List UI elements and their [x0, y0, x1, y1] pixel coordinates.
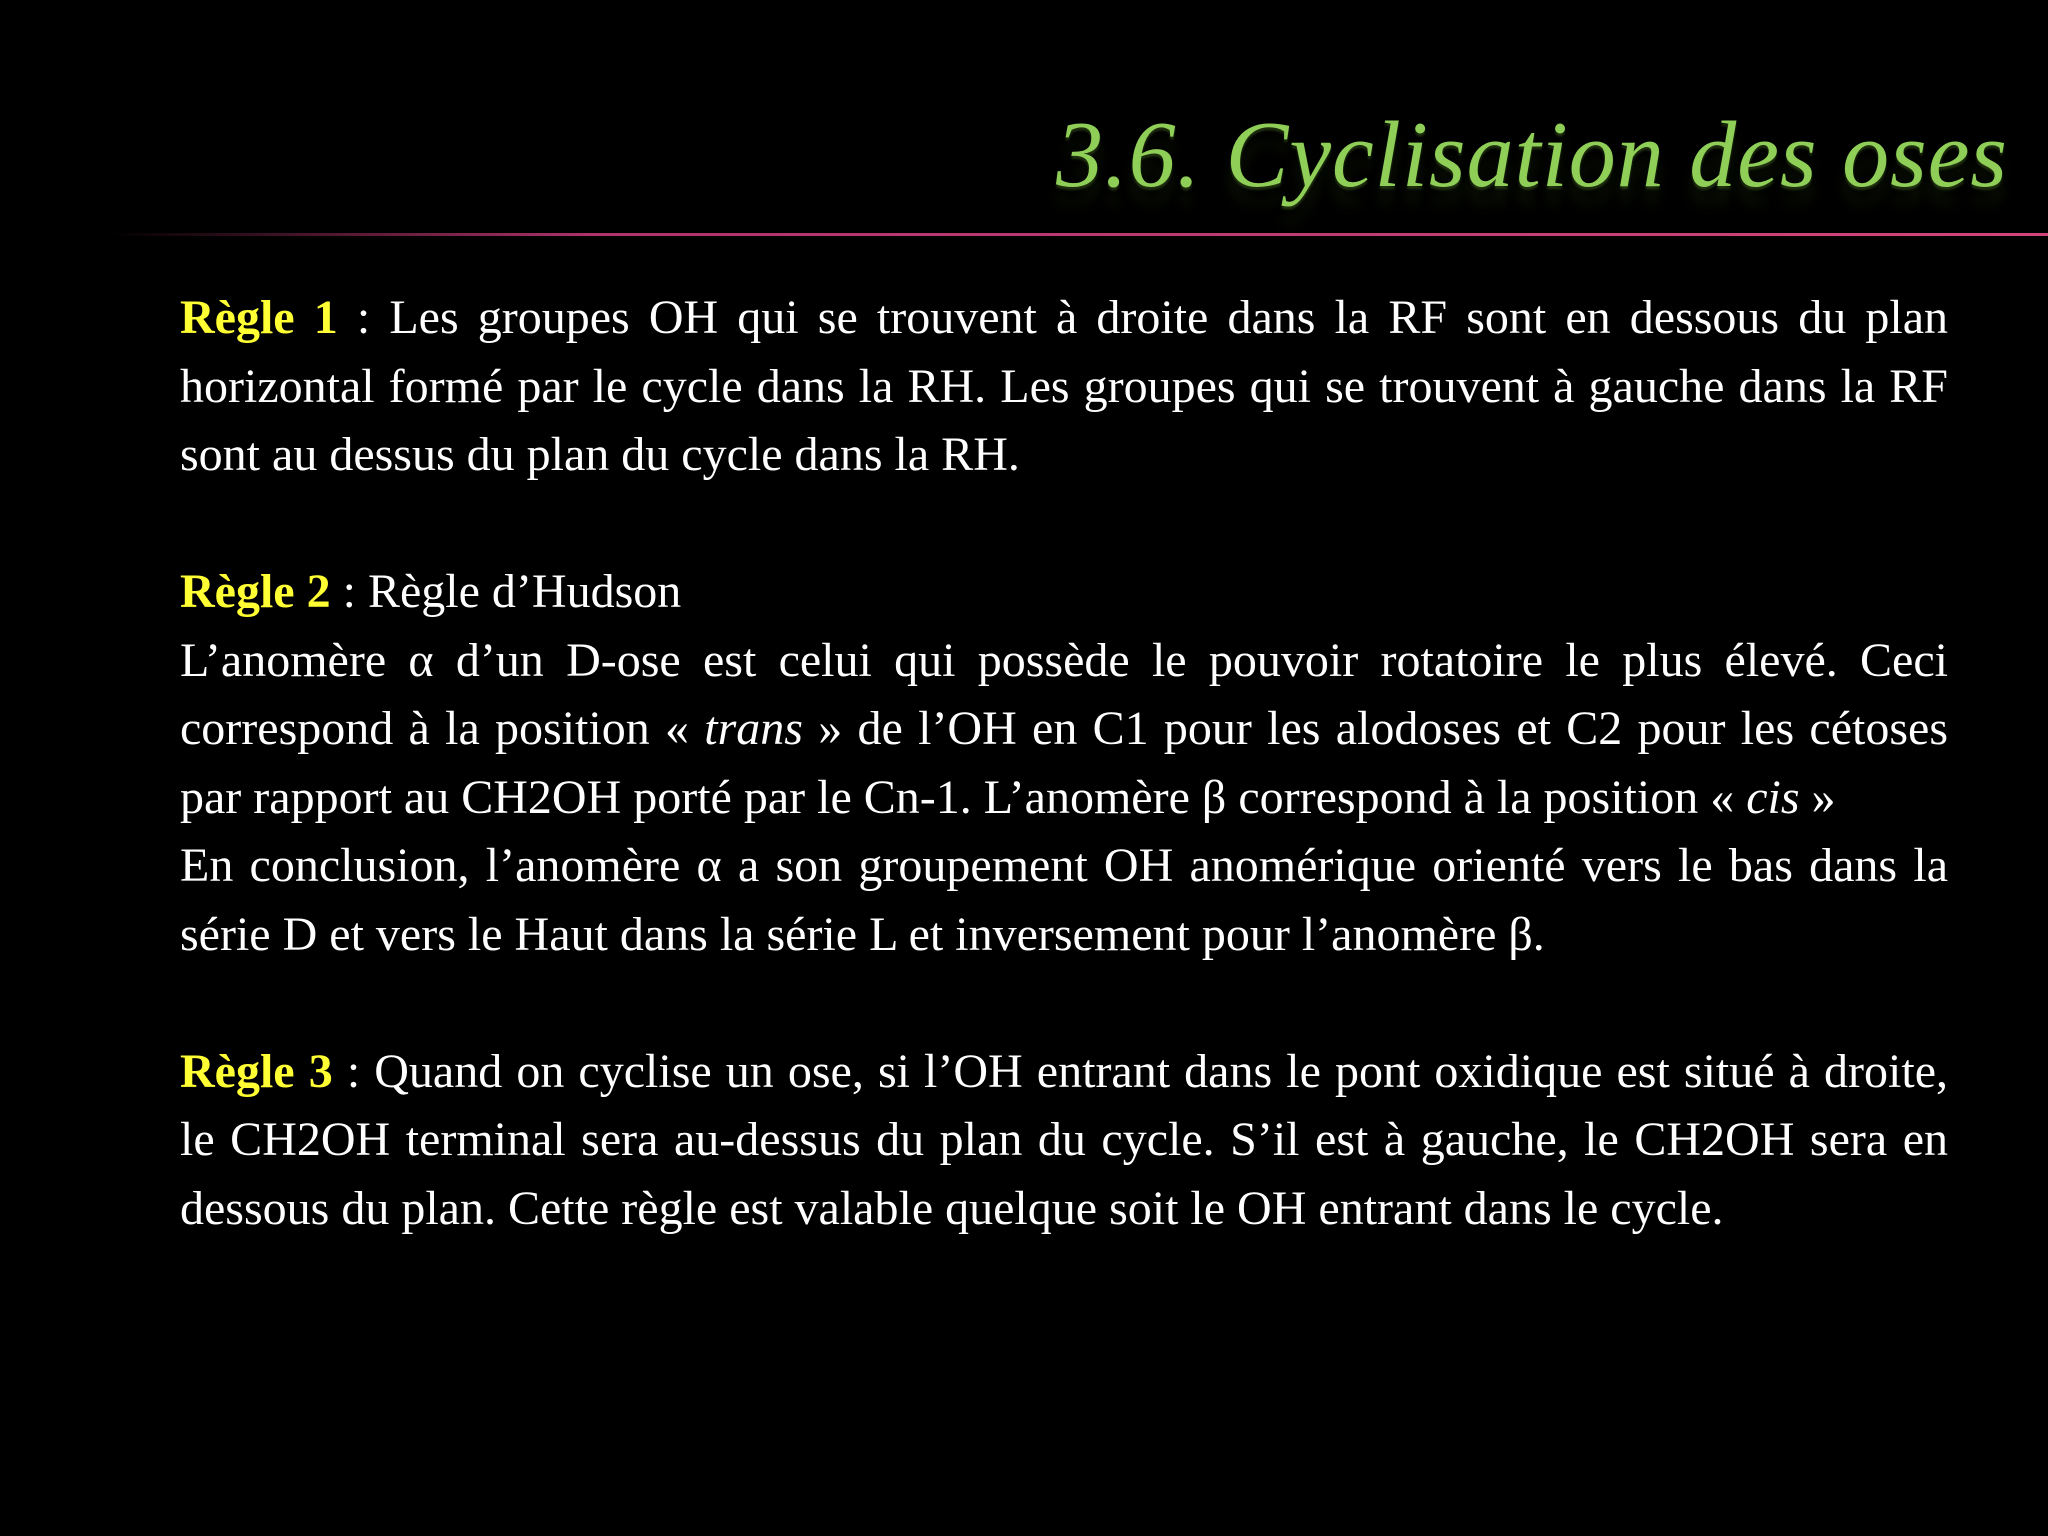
rule-2-text-b: » de l’OH en C1 pour les alodoses et C2 pour les cétoses par rapport au CH2OH porté par le Cn-1. L’anomère β correspond à la position «: [180, 702, 1949, 824]
rule-2-separator: :: [330, 565, 368, 618]
rule-2-anomer-paragraph: [180, 627, 1948, 833]
rule-2-text-a: L’anomère α d’un D-ose est celui qui possède le pouvoir rotatoire le plus élevé. Ceci correspond à la position «: [180, 633, 1948, 755]
rule-2-label: Règle 2: [180, 565, 331, 618]
rule-3-separator: :: [332, 1044, 375, 1098]
rule-2-cis-term: cis: [1746, 770, 1800, 824]
title-divider: [110, 233, 2048, 236]
rule-3-paragraph: [180, 1038, 1948, 1244]
rule-2-trans-term: trans: [704, 702, 803, 755]
rule-2-text-c: »: [1799, 770, 1836, 824]
rule-1-text: Les groupes OH qui se trouvent à droite dans la RF sont en dessous du plan horizontal formé par le cycle dans la RH. Les groupes qui se trouvent à gauche dans la RF sont au dessus du plan du cycle dans la RH.: [180, 291, 1948, 481]
rule-1-separator: :: [337, 291, 390, 344]
slide-title: 3.6. Cyclisation des oses: [1056, 103, 2008, 207]
rule-2-conclusion: En conclusion, l’anomère α a son groupement OH anomérique orienté vers le bas dans la série D et vers le Haut dans la série L et inversement pour l’anomère β.: [180, 839, 1948, 961]
rule-3-text: Quand on cyclise un ose, si l’OH entrant dans le pont oxidique est situé à droite, le CH2OH terminal sera au-dessus du plan du cycle. S’il est à gauche, le CH2OH sera en dessous du plan. Cette règle est valable quelque soit le OH entrant dans le cycle.: [180, 1044, 1949, 1235]
rule-2-heading-text: Règle d’Hudson: [367, 565, 682, 618]
rule-2-heading: [180, 558, 1948, 627]
paragraph-spacer: [180, 969, 1948, 1038]
paragraph-spacer: [180, 490, 1948, 559]
rule-3-label: Règle 3: [180, 1044, 333, 1098]
rule-1-label: Règle 1: [180, 291, 338, 344]
rule-1-paragraph: [180, 284, 1948, 490]
slide-content: [180, 284, 1948, 1243]
